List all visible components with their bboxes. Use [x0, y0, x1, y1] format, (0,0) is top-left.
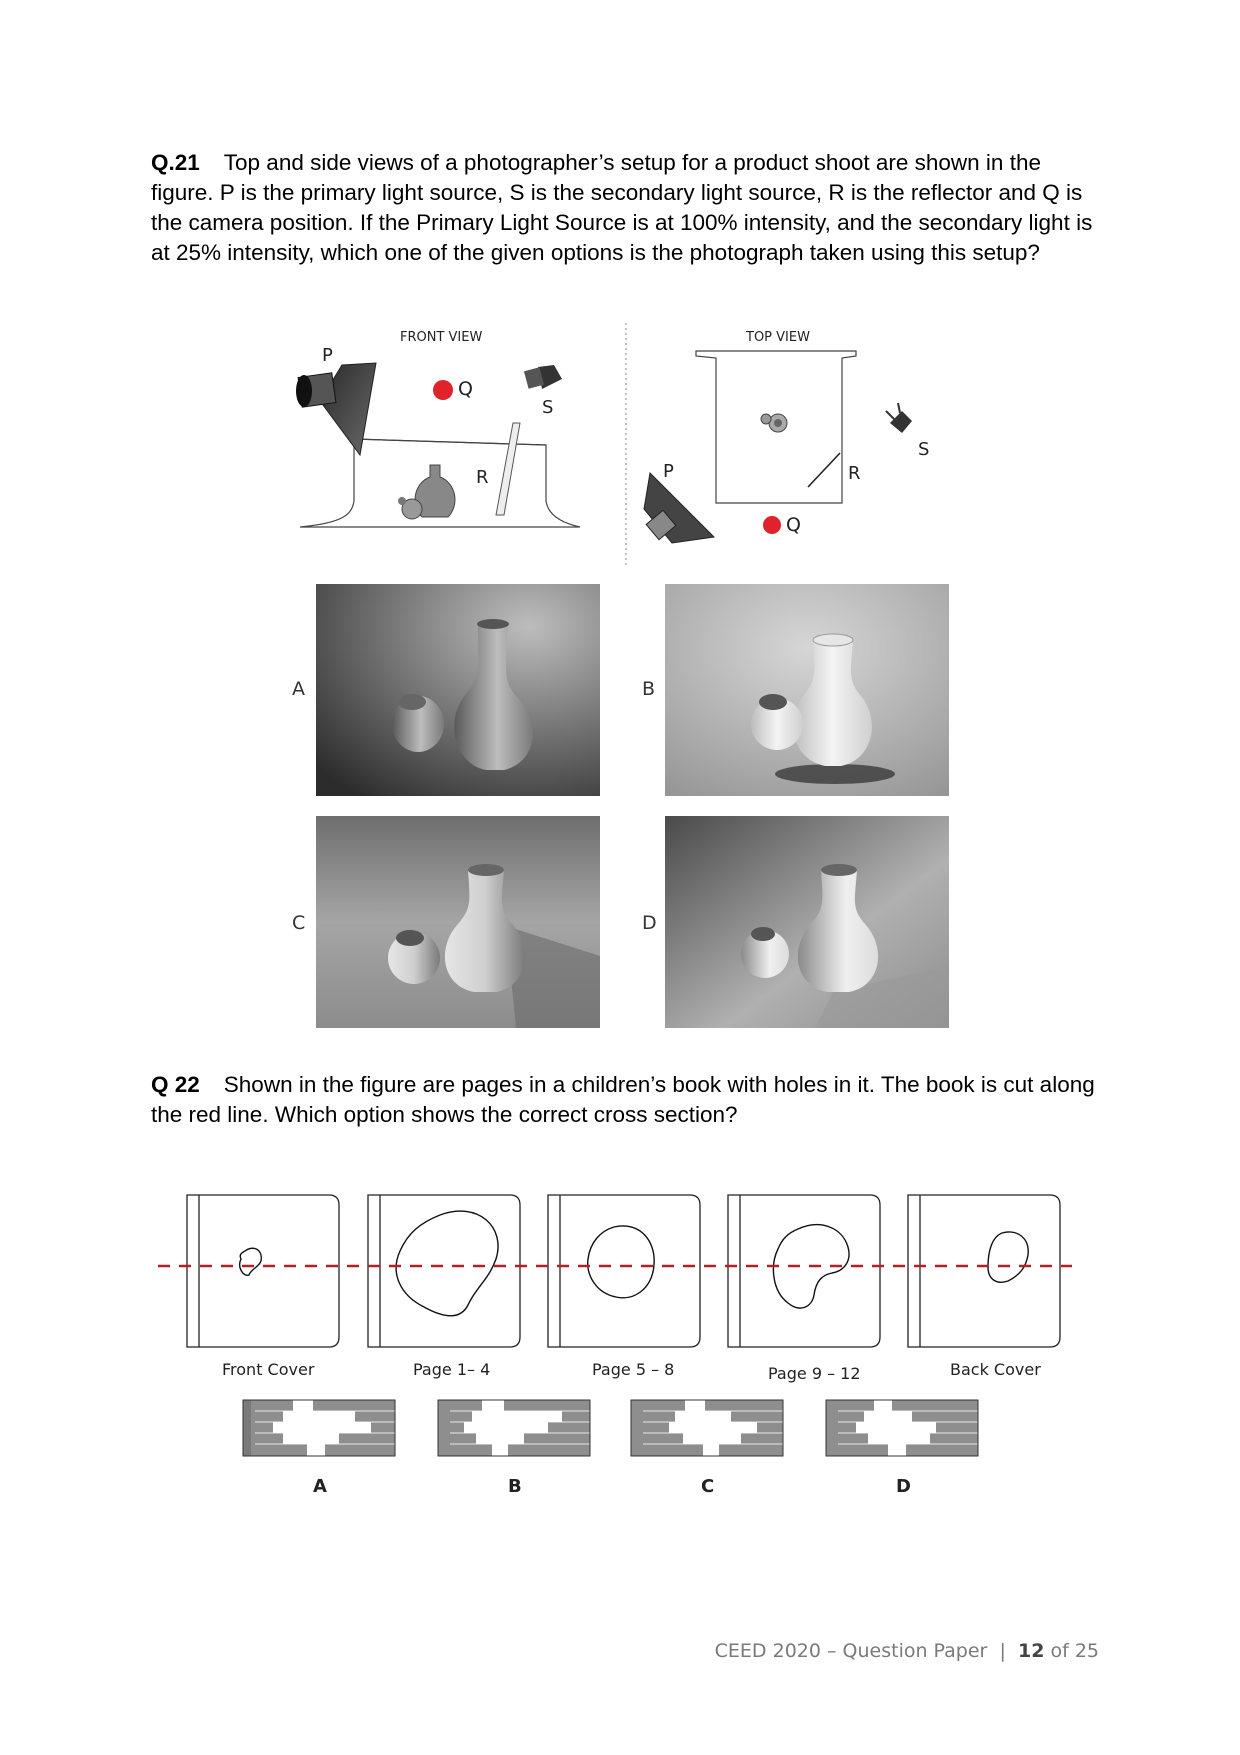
cross-section-option-a[interactable] [243, 1400, 395, 1456]
book-pages-figure [150, 1185, 1100, 1515]
photo-option-a[interactable] [316, 584, 600, 796]
label-front-cover: Front Cover [222, 1360, 315, 1379]
label-page-9-12: Page 9 – 12 [768, 1364, 861, 1383]
marker-q-front: Q [458, 378, 473, 400]
label-back-cover: Back Cover [950, 1360, 1041, 1379]
cross-section-label-a: A [313, 1476, 327, 1497]
question-21 [151, 148, 1096, 268]
secondary-light-top [886, 403, 912, 433]
question-21-number: Q.21 [151, 150, 200, 175]
cross-section-option-c[interactable] [631, 1400, 783, 1456]
page-front-cover [187, 1195, 339, 1347]
camera-dot-top [763, 516, 781, 534]
question-22-number: Q 22 [151, 1072, 200, 1097]
cross-section-option-b[interactable] [438, 1400, 590, 1456]
page-9-12 [728, 1195, 880, 1347]
photo-option-d[interactable] [665, 816, 949, 1028]
photo-option-c-label: C [292, 912, 306, 934]
secondary-light-front [524, 365, 562, 389]
question-21-text: Top and side views of a photographer’s setup for a product shoot are shown in the figure. P is the primary light source, S is the secondary light source, R is the reflector and Q is the camera position. If the Primary Light Source is at 100% intensity, and the secondary light is at 25% intensity, which one of the given options is the photograph taken using this setup? [151, 150, 1093, 265]
photo-option-b[interactable] [665, 584, 949, 796]
page-1-4 [368, 1195, 520, 1347]
page-back-cover [908, 1195, 1060, 1347]
cross-section-label-d: D [896, 1476, 911, 1497]
footer-page-number: 12 [1017, 1640, 1045, 1662]
setup-diagram [280, 315, 960, 575]
marker-s-front: S [542, 397, 554, 418]
photo-option-d-label: D [642, 912, 657, 934]
marker-r-top: R [848, 463, 861, 484]
page-footer [715, 1640, 1099, 1662]
label-page-5-8: Page 5 – 8 [592, 1360, 675, 1379]
front-view-label: FRONT VIEW [400, 330, 483, 345]
photo-option-c[interactable] [316, 816, 600, 1028]
marker-q-top: Q [786, 514, 801, 536]
question-22 [151, 1070, 1096, 1130]
page-5-8 [548, 1195, 700, 1347]
photo-option-a-label: A [292, 678, 305, 700]
marker-p-front: P [322, 345, 333, 366]
photo-option-b-label: B [642, 678, 656, 700]
marker-p-top: P [663, 461, 674, 482]
cross-section-label-b: B [508, 1476, 522, 1497]
primary-light-top [644, 473, 714, 543]
marker-s-top: S [918, 439, 930, 460]
footer-title: CEED 2020 – Question Paper [714, 1640, 988, 1662]
footer-separator: | [999, 1640, 1006, 1662]
question-22-text: Shown in the figure are pages in a children’s book with holes in it. The book is cut along the red line. Which option shows the correct cross section? [151, 1072, 1095, 1127]
cross-section-option-d[interactable] [826, 1400, 978, 1456]
label-page-1-4: Page 1– 4 [413, 1360, 491, 1379]
top-view-label: TOP VIEW [746, 330, 810, 345]
cross-section-label-c: C [701, 1476, 715, 1497]
camera-dot-front [433, 380, 453, 400]
footer-page-total: of 25 [1050, 1640, 1099, 1662]
marker-r-front: R [476, 467, 489, 488]
